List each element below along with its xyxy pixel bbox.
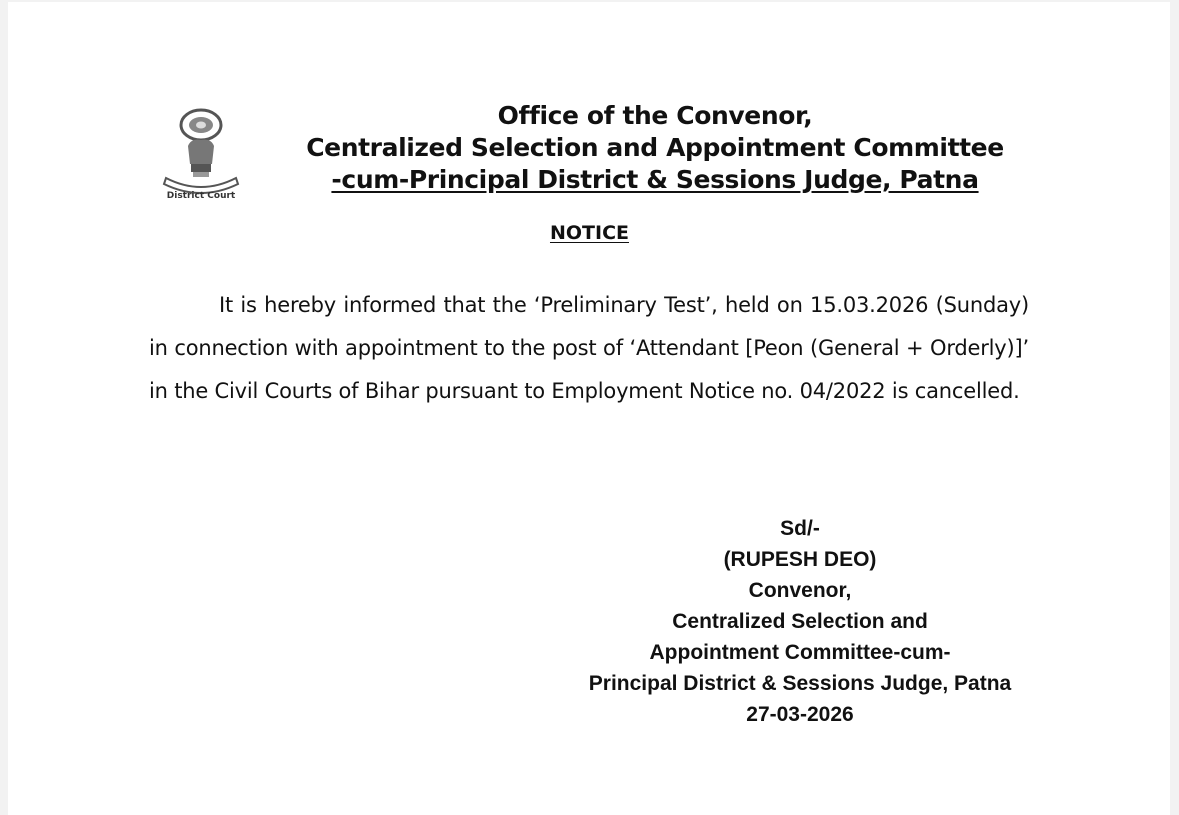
header-line-1: Office of the Convenor, — [497, 101, 813, 130]
signature-sd: Sd/- — [780, 517, 820, 540]
signatory-name: (RUPESH DEO) — [723, 548, 877, 571]
signatory-designation-1: Convenor, — [748, 579, 852, 602]
district-court-emblem-icon — [158, 104, 244, 200]
signature-date: 27-03-2026 — [746, 703, 854, 726]
office-header — [270, 100, 1040, 196]
signatory-designation-3: Appointment Committee-cum- — [649, 641, 951, 664]
header-line-3: -cum-Principal District & Sessions Judge, Patna — [331, 165, 979, 194]
signatory-designation-2: Centralized Selection and — [672, 610, 928, 633]
signatory-designation-4: Principal District & Sessions Judge, Patna — [588, 672, 1012, 695]
signature-block — [570, 513, 1030, 730]
notice-title: NOTICE — [549, 222, 629, 244]
emblem-label: District Court — [166, 191, 236, 200]
header-line-2: Centralized Selection and Appointment Committee — [306, 133, 1004, 162]
notice-body: It is hereby informed that the ‘Preliminary Test’, held on 15.03.2026 (Sunday) in connection with appointment to the post of ‘Attendant [Peon (General + Orderly)]’ in the Civil Courts of Bihar pursuant to Employment Notice no. 04/2022 is cancelled. — [149, 293, 1029, 403]
